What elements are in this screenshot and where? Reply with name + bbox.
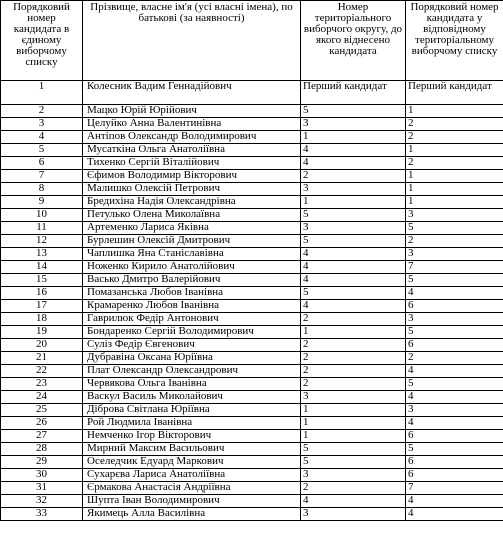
position-number-cell: 3 — [406, 313, 503, 326]
district-number-cell: 5 — [301, 105, 406, 118]
candidate-number-cell: 10 — [1, 209, 83, 222]
candidate-number-cell: 14 — [1, 261, 83, 274]
candidate-name-cell: Бурлешин Олексій Дмитрович — [83, 235, 301, 248]
candidate-name-cell: Плат Олександр Олександрович — [83, 365, 301, 378]
header-candidate-number: Порядковий номер кандидата в єдиному виборчому списку — [1, 1, 83, 81]
position-number-cell: 7 — [406, 482, 503, 495]
position-number-cell: 1 — [406, 183, 503, 196]
candidate-name-cell: Колесник Вадим Геннадійович — [83, 81, 301, 105]
district-number-cell: 5 — [301, 456, 406, 469]
table-row — [1, 248, 503, 261]
candidate-number-cell: 27 — [1, 430, 83, 443]
district-number-cell: 1 — [301, 417, 406, 430]
table-row — [1, 365, 503, 378]
district-number-cell: 2 — [301, 482, 406, 495]
candidate-number-cell: 3 — [1, 118, 83, 131]
table-row — [1, 287, 503, 300]
district-number-cell: 4 — [301, 274, 406, 287]
candidate-name-cell: Антіпов Олександр Володимирович — [83, 131, 301, 144]
table-row — [1, 81, 503, 105]
candidate-name-cell: Ноженко Кирило Анатолійович — [83, 261, 301, 274]
position-number-cell: 5 — [406, 222, 503, 235]
district-number-cell: 5 — [301, 235, 406, 248]
candidate-number-cell: 22 — [1, 365, 83, 378]
header-full-name: Прізвище, власне ім'я (усі власні імена), по батькові (за наявності) — [83, 1, 301, 81]
position-number-cell: 1 — [406, 196, 503, 209]
candidate-name-cell: Малишко Олексій Петрович — [83, 183, 301, 196]
position-number-cell: 7 — [406, 261, 503, 274]
candidate-number-cell: 11 — [1, 222, 83, 235]
candidate-name-cell: Гаврилюк Федір Антонович — [83, 313, 301, 326]
candidate-name-cell: Якимець Алла Василівна — [83, 508, 301, 521]
position-number-cell: 5 — [406, 378, 503, 391]
table-row — [1, 105, 503, 118]
district-number-cell: 1 — [301, 196, 406, 209]
position-number-cell: 2 — [406, 157, 503, 170]
table-row — [1, 313, 503, 326]
district-number-cell: 2 — [301, 352, 406, 365]
position-number-cell: 2 — [406, 131, 503, 144]
candidate-name-cell: Оселедчик Едуард Маркович — [83, 456, 301, 469]
district-number-cell: 2 — [301, 339, 406, 352]
district-number-cell: 4 — [301, 144, 406, 157]
position-number-cell: 5 — [406, 443, 503, 456]
district-number-cell: 1 — [301, 326, 406, 339]
district-number-cell: 4 — [301, 248, 406, 261]
table-row — [1, 235, 503, 248]
district-number-cell: 3 — [301, 508, 406, 521]
candidate-number-cell: 32 — [1, 495, 83, 508]
table-body — [1, 81, 503, 521]
candidate-number-cell: 26 — [1, 417, 83, 430]
table-row — [1, 352, 503, 365]
candidate-number-cell: 30 — [1, 469, 83, 482]
candidate-number-cell: 17 — [1, 300, 83, 313]
candidate-name-cell: Суліз Федір Євгенович — [83, 339, 301, 352]
position-number-cell: 4 — [406, 391, 503, 404]
candidate-number-cell: 8 — [1, 183, 83, 196]
table-row — [1, 430, 503, 443]
position-number-cell: 4 — [406, 508, 503, 521]
district-number-cell: 4 — [301, 300, 406, 313]
district-number-cell: 4 — [301, 261, 406, 274]
candidate-name-cell: Єфимов Володимир Вікторович — [83, 170, 301, 183]
candidate-name-cell: Мирний Максим Васильович — [83, 443, 301, 456]
header-district-number: Номер територіального виборчого округу, до якого віднесено кандидата — [301, 1, 406, 81]
table-row — [1, 508, 503, 521]
candidate-name-cell: Тихенко Сергій Віталійович — [83, 157, 301, 170]
candidate-number-cell: 20 — [1, 339, 83, 352]
candidate-name-cell: Дубравіна Оксана Юріївна — [83, 352, 301, 365]
position-number-cell: 6 — [406, 300, 503, 313]
table-row — [1, 443, 503, 456]
candidate-number-cell: 12 — [1, 235, 83, 248]
candidate-number-cell: 25 — [1, 404, 83, 417]
candidate-number-cell: 7 — [1, 170, 83, 183]
table-row — [1, 404, 503, 417]
position-number-cell: 6 — [406, 456, 503, 469]
candidate-number-cell: 19 — [1, 326, 83, 339]
position-number-cell: 3 — [406, 248, 503, 261]
district-number-cell: 4 — [301, 157, 406, 170]
district-number-cell: 3 — [301, 118, 406, 131]
position-number-cell: 1 — [406, 105, 503, 118]
position-number-cell: 2 — [406, 352, 503, 365]
candidate-name-cell: Немченко Ігор Вікторович — [83, 430, 301, 443]
district-number-cell: 2 — [301, 313, 406, 326]
table-row — [1, 495, 503, 508]
table-row — [1, 209, 503, 222]
table-row — [1, 378, 503, 391]
candidate-number-cell: 1 — [1, 81, 83, 105]
table-row — [1, 456, 503, 469]
candidate-name-cell: Целуйко Анна Валентинівна — [83, 118, 301, 131]
table-row — [1, 157, 503, 170]
table-row — [1, 339, 503, 352]
position-number-cell: 4 — [406, 287, 503, 300]
candidate-name-cell: Петулько Олена Миколаївна — [83, 209, 301, 222]
candidate-number-cell: 28 — [1, 443, 83, 456]
candidate-name-cell: Артеменко Лариса Яківна — [83, 222, 301, 235]
candidate-name-cell: Бондаренко Сергій Володимирович — [83, 326, 301, 339]
district-number-cell: 3 — [301, 183, 406, 196]
table-row — [1, 326, 503, 339]
district-number-cell: 2 — [301, 365, 406, 378]
candidate-name-cell: Єрмакова Анастасія Андріївна — [83, 482, 301, 495]
candidate-number-cell: 16 — [1, 287, 83, 300]
table-row — [1, 274, 503, 287]
position-number-cell: 6 — [406, 430, 503, 443]
candidate-number-cell: 21 — [1, 352, 83, 365]
position-number-cell: 2 — [406, 235, 503, 248]
table-row — [1, 170, 503, 183]
candidate-name-cell: Помазанська Любов Іванівна — [83, 287, 301, 300]
candidate-number-cell: 29 — [1, 456, 83, 469]
district-number-cell: 1 — [301, 404, 406, 417]
table-row — [1, 261, 503, 274]
candidate-number-cell: 2 — [1, 105, 83, 118]
district-number-cell: 4 — [301, 495, 406, 508]
table-row — [1, 131, 503, 144]
table-row — [1, 183, 503, 196]
district-number-cell: 3 — [301, 222, 406, 235]
position-number-cell: 4 — [406, 365, 503, 378]
candidate-number-cell: 33 — [1, 508, 83, 521]
candidate-number-cell: 5 — [1, 144, 83, 157]
candidate-name-cell: Крамаренко Любов Іванівна — [83, 300, 301, 313]
table-row — [1, 417, 503, 430]
position-number-cell: 1 — [406, 144, 503, 157]
candidate-number-cell: 6 — [1, 157, 83, 170]
table-row — [1, 391, 503, 404]
header-position-in-district-list: Порядковий номер кандидата у відповідному територіальному виборчому списку — [406, 1, 503, 81]
candidate-number-cell: 4 — [1, 131, 83, 144]
position-number-cell: 3 — [406, 209, 503, 222]
table-row — [1, 144, 503, 157]
district-number-cell: 5 — [301, 443, 406, 456]
position-number-cell: 2 — [406, 118, 503, 131]
position-number-cell: 3 — [406, 404, 503, 417]
candidate-name-cell: Червякова Ольга Іванівна — [83, 378, 301, 391]
district-number-cell: 1 — [301, 131, 406, 144]
district-number-cell: 5 — [301, 287, 406, 300]
district-number-cell: 2 — [301, 170, 406, 183]
candidate-number-cell: 23 — [1, 378, 83, 391]
candidate-name-cell: Мусаткіна Ольга Анатоліївна — [83, 144, 301, 157]
position-number-cell: 6 — [406, 469, 503, 482]
candidate-name-cell: Васкул Василь Миколайович — [83, 391, 301, 404]
table-row — [1, 469, 503, 482]
position-number-cell: Перший кандидат — [406, 81, 503, 105]
position-number-cell: 5 — [406, 274, 503, 287]
candidate-name-cell: Васько Дмитро Валерійович — [83, 274, 301, 287]
candidate-name-cell: Сухарєва Лариса Анатоліївна — [83, 469, 301, 482]
position-number-cell: 1 — [406, 170, 503, 183]
district-number-cell: 2 — [301, 378, 406, 391]
district-number-cell: 3 — [301, 469, 406, 482]
district-number-cell: 5 — [301, 209, 406, 222]
candidate-name-cell: Бредихіна Надія Олександрівна — [83, 196, 301, 209]
district-number-cell: 1 — [301, 430, 406, 443]
district-number-cell: Перший кандидат — [301, 81, 406, 105]
table-header-row — [1, 1, 503, 81]
table-row — [1, 482, 503, 495]
candidate-number-cell: 24 — [1, 391, 83, 404]
candidate-number-cell: 15 — [1, 274, 83, 287]
position-number-cell: 6 — [406, 339, 503, 352]
table-row — [1, 222, 503, 235]
candidate-name-cell: Рой Людмила Іванівна — [83, 417, 301, 430]
candidate-number-cell: 13 — [1, 248, 83, 261]
candidate-number-cell: 31 — [1, 482, 83, 495]
position-number-cell: 4 — [406, 495, 503, 508]
table-row — [1, 300, 503, 313]
position-number-cell: 5 — [406, 326, 503, 339]
district-number-cell: 3 — [301, 391, 406, 404]
candidate-number-cell: 9 — [1, 196, 83, 209]
position-number-cell: 4 — [406, 417, 503, 430]
candidate-name-cell: Чаплишка Яна Станіславівна — [83, 248, 301, 261]
table-row — [1, 196, 503, 209]
candidate-name-cell: Шупта Іван Володимирович — [83, 495, 301, 508]
candidate-number-cell: 18 — [1, 313, 83, 326]
table-row — [1, 118, 503, 131]
candidate-name-cell: Діброва Світлана Юріївна — [83, 404, 301, 417]
candidate-name-cell: Мацко Юрій Юрійович — [83, 105, 301, 118]
